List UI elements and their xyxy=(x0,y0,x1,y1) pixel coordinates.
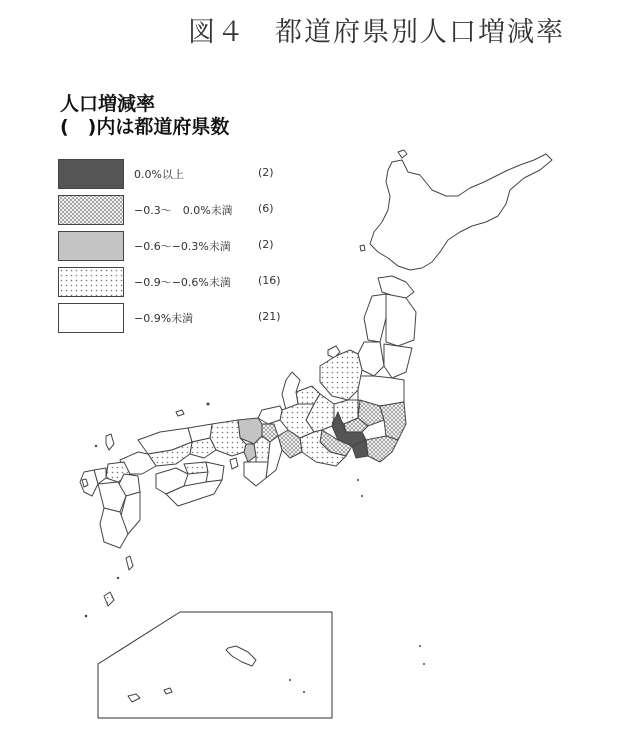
wakayama xyxy=(244,462,268,486)
okinawa-inset-frame xyxy=(98,612,332,718)
legend-range: 0.0%以上 xyxy=(134,168,184,181)
tanegashima-island xyxy=(126,556,133,570)
miyako-island xyxy=(164,688,172,694)
legend-count: (6) xyxy=(258,202,274,215)
hokkaido xyxy=(370,154,552,270)
legend-count: (21) xyxy=(258,310,281,323)
legend-range: −0.6〜−0.3%未満 xyxy=(134,240,231,253)
legend-count: (2) xyxy=(258,166,274,179)
rishiri-island xyxy=(398,150,407,158)
legend-count: (2) xyxy=(258,238,274,251)
okinawa-main-island xyxy=(226,646,256,666)
kagawa xyxy=(184,462,208,474)
legend-range: −0.9〜−0.6%未満 xyxy=(134,276,231,289)
oki-islands xyxy=(176,410,184,416)
akita xyxy=(364,294,386,342)
amami-island xyxy=(104,592,114,606)
iwate xyxy=(386,294,416,346)
okushiri-island xyxy=(360,245,365,251)
legend-range: −0.3〜 0.0%未満 xyxy=(134,204,233,217)
yaeyama-islands xyxy=(128,694,140,702)
chiba xyxy=(366,436,398,462)
tsushima-island xyxy=(106,434,114,450)
legend-count: (16) xyxy=(258,274,281,287)
awaji-island xyxy=(230,458,238,469)
ibaraki xyxy=(380,402,406,440)
niigata xyxy=(320,350,362,400)
miyagi xyxy=(384,344,412,378)
figure-title: 図４ 都道府県別人口増減率 xyxy=(188,17,565,48)
legend-subheading: ( )内は都道府県数 xyxy=(60,116,230,138)
legend-range: −0.9%未満 xyxy=(134,312,194,325)
legend-heading: 人口増減率 xyxy=(60,93,156,115)
fukui xyxy=(258,406,282,424)
tokushima xyxy=(206,462,224,482)
